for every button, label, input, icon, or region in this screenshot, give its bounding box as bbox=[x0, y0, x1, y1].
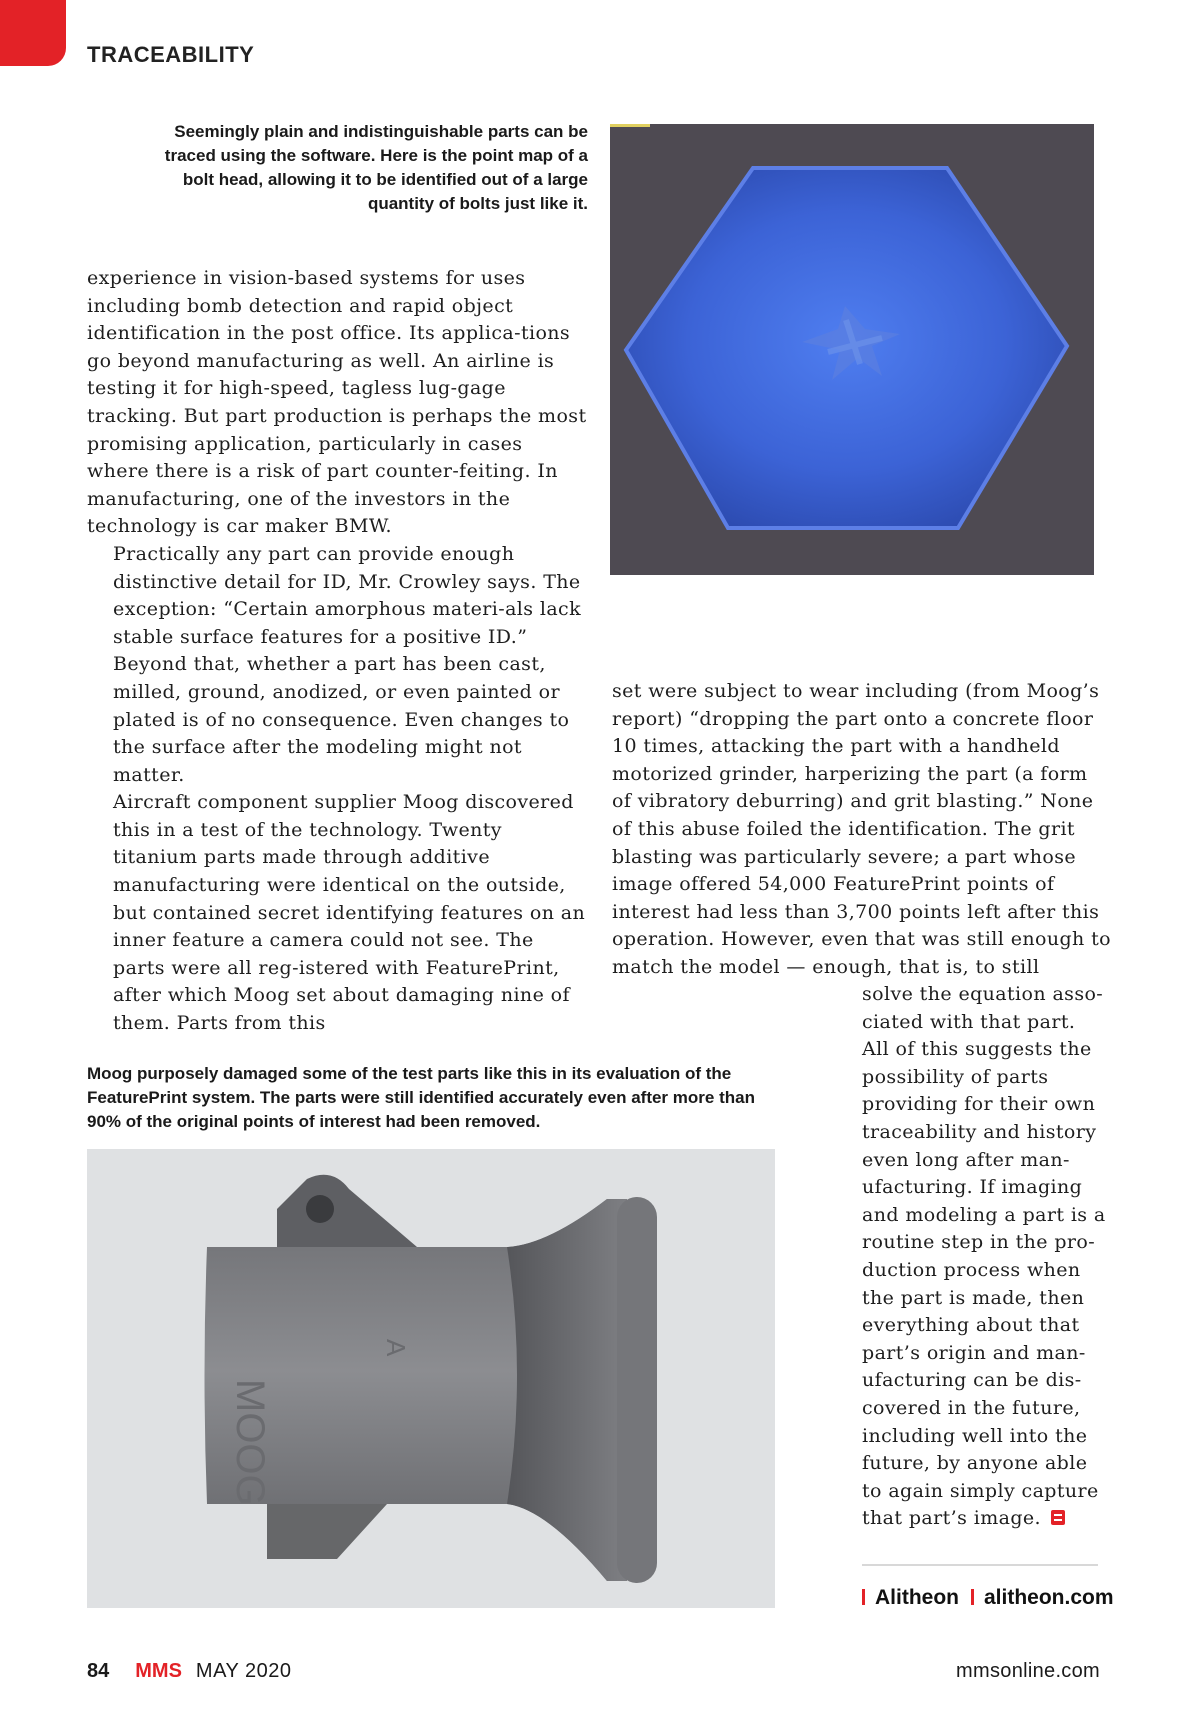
article-paragraph-final bbox=[862, 981, 1107, 1533]
end-of-article-icon bbox=[1051, 1510, 1065, 1525]
source-company: Alitheon bbox=[875, 1586, 959, 1609]
part-engraving-brand: MOOG bbox=[228, 1379, 272, 1506]
footer-site-url[interactable]: mmsonline.com bbox=[956, 1660, 1100, 1682]
issue-date: MAY 2020 bbox=[195, 1660, 292, 1682]
accent-bar bbox=[971, 1589, 974, 1605]
article-column-2 bbox=[612, 678, 1112, 982]
bolt-head-point-map-image bbox=[610, 124, 1094, 575]
part-figure-caption: Moog purposely damaged some of the test parts like this in its evaluation of the FeaturePrint system. The parts were still identified accurately even after more than 90% of the original points of interest had been removed. bbox=[87, 1064, 755, 1131]
article-paragraph: experience in vision-based systems for uses including bomb detection and rapid object identification in the post office. Its applica-tions go beyond manufacturing as well. An airline is testing it for high-speed, tagless lug-gage tracking. But part production is perhaps the most promising application, particularly in cases where there is a risk of part counter-feiting. In manufacturing, one of the investors in the technology is car maker BMW. bbox=[87, 267, 587, 538]
section-tab-mark bbox=[0, 0, 66, 66]
article-paragraph: Aircraft component supplier Moog discovered this in a test of the technology. Twenty titanium parts made through additive manufacturing were identical on the outside, but contained secret identifying features on an inner feature a camera could not see. The parts were all reg-istered with FeaturePrint, after which Moog set about damaging nine of them. Parts from this bbox=[113, 791, 586, 1035]
page-footer-left bbox=[87, 1660, 291, 1683]
article-paragraph: Practically any part can provide enough distinctive detail for ID, Mr. Crowley says. The exception: “Certain amorphous materi-als lack stable surface features for a positive ID.” Beyond that, whether a part has been cast, milled, ground, anodized, or even painted or plated is of no consequence. Even changes to the surface after the modeling might not matter. bbox=[113, 542, 582, 786]
article-column-3 bbox=[862, 981, 1107, 1533]
article-column-1 bbox=[87, 265, 587, 1038]
source-url-link[interactable]: alitheon.com bbox=[984, 1586, 1114, 1609]
magazine-name: MMS bbox=[135, 1660, 182, 1682]
bolt-figure-caption: Seemingly plain and indistinguishable parts can be traced using the software. Here is the point map of a bolt head, allowing it to be identified out of a large quantity of bolts just like it. bbox=[164, 122, 588, 213]
article-paragraph: set were subject to wear including (from Moog’s report) “dropping the part onto a concrete floor 10 times, attacking the part with a handheld motorized grinder, harperizing the part (a form of vibratory deburring) and grit blasting.” None of this abuse foiled the identification. The grit blasting was particularly severe; a part whose image offered 54,000 FeaturePrint points of interest had less than 3,700 points left after this operation. However, even that was still enough to match the model — enough, that is, to still bbox=[612, 680, 1111, 978]
page-number: 84 bbox=[87, 1660, 110, 1682]
damaged-part-photo bbox=[87, 1149, 775, 1608]
source-credit bbox=[862, 1586, 1114, 1610]
part-engraving-letter: A bbox=[381, 1339, 411, 1357]
source-divider bbox=[862, 1564, 1098, 1566]
section-label: TRACEABILITY bbox=[87, 42, 255, 67]
accent-bar bbox=[862, 1589, 865, 1605]
article-paragraph-text: solve the equation asso-ciated with that part. All of this suggests the possibility of parts providing for their own traceability and history even long after man-ufacturing. If imaging and modeling a part is a routine step in the pro-duction process when the part is made, then everything about that part’s origin and man-ufacturing can be dis-covered in the future, including well into the future, by anyone able to again simply capture that part’s image. bbox=[862, 983, 1106, 1530]
